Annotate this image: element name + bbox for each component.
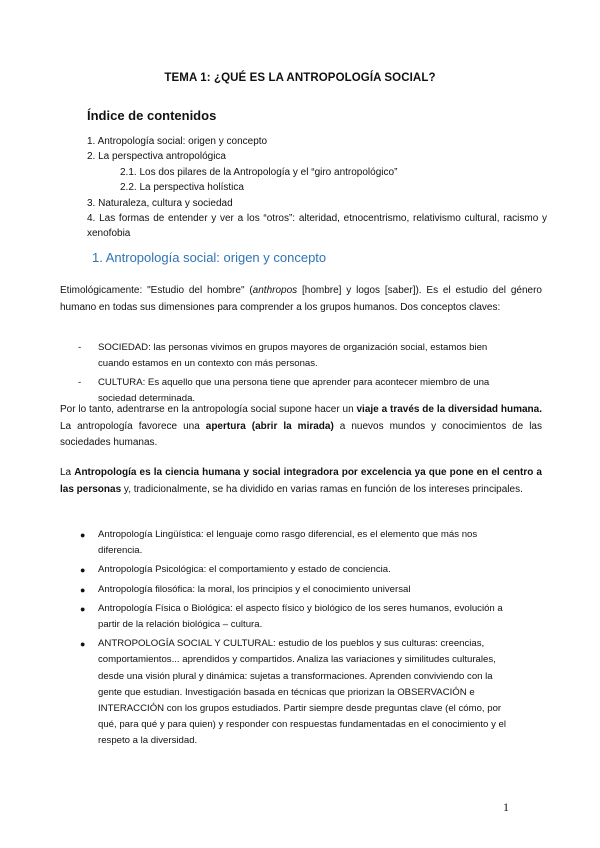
bullet-marker: ● xyxy=(80,603,86,614)
text-run: y, tradicionalmente, se ha dividido en varias ramas en función de los intereses principales. xyxy=(121,483,523,495)
dash-marker: - xyxy=(78,377,82,388)
page-number: 1 xyxy=(503,800,509,814)
dash-marker: - xyxy=(78,342,82,353)
paragraph-diversity xyxy=(60,402,542,452)
list-item-text: Antropología Psicológica: el comportamiento y estado de conciencia. xyxy=(98,564,391,576)
list-item-text: Antropología filosófica: la moral, los principios y el conocimiento universal xyxy=(98,583,411,595)
list-item-text: SOCIEDAD: las personas vivimos en grupos mayores de organización social, estamos bien cuando estamos en un contexto con más personas. xyxy=(98,342,488,369)
bullet-marker: ● xyxy=(80,639,86,650)
list-item-text: CULTURA: Es aquello que una persona tiene que aprender para acontecer miembro de una sociedad determinada. xyxy=(98,377,490,404)
bullet-marker: ● xyxy=(80,584,86,595)
document-title: TEMA 1: ¿QUÉ ES LA ANTROPOLOGÍA SOCIAL? xyxy=(164,72,436,84)
table-of-contents xyxy=(87,134,547,242)
list-item xyxy=(78,562,518,578)
section-heading: 1. Antropología social: origen y concepto xyxy=(92,250,327,265)
list-item xyxy=(78,636,518,749)
toc-subitem: 2.1. Los dos pilares de la Antropología y el “giro antropológico” xyxy=(120,166,398,178)
text-run: Etimológicamente: "Estudio del hombre" ( xyxy=(60,285,253,296)
paragraph-etymology xyxy=(60,283,542,316)
text-run: La antropología favorece una xyxy=(60,420,206,432)
bold-run: Antropología es la ciencia humana y social integradora por excelencia ya que pone en el centro a las personas xyxy=(60,467,542,495)
text-run: La xyxy=(60,467,75,478)
list-item xyxy=(78,582,518,598)
bullet-marker: ● xyxy=(80,530,86,540)
bold-run: apertura (abrir la mirada) xyxy=(205,420,334,432)
text-run: [hombre] y logos [saber]). Es el estudio del género humano en todas sus dimensiones para comprender a los grupos humanos. Dos conceptos claves: xyxy=(60,285,542,313)
list-item xyxy=(78,340,518,372)
bullet-marker: ● xyxy=(80,565,86,576)
toc-subitem: 2.2. La perspectiva holística xyxy=(120,182,244,194)
concepts-list xyxy=(78,340,518,410)
branches-list xyxy=(78,527,518,753)
text-run: a nuevos mundos y conocimientos de las sociedades humanas. xyxy=(60,420,542,448)
toc-item: 2. La perspectiva antropológica xyxy=(87,151,226,163)
toc-heading: Índice de contenidos xyxy=(87,108,217,123)
list-item-text: ANTROPOLOGÍA SOCIAL Y CULTURAL: estudio de los pueblos y sus culturas: creencias, comportamientos... aprendidos y compartidos. Analiza las variaciones y similitudes culturales, desde una visión plural y dinámica: sujetas a transformaciones. Aprenden conviviendo con la gente que estudian. Investigación basada en técnicas que priorizan la OBSERVACIÓN e INTERACCIÓN con los grupos estudiados. Partir siempre desde preguntas clave (el cómo, por qué, para qué y para quien) y responder con respuestas fundamentadas en el conocimiento y el respeto a la diversidad. xyxy=(98,638,506,747)
list-item xyxy=(78,601,518,633)
text-run: Por lo tanto, adentrarse en la antropología social supone hacer un xyxy=(60,404,357,415)
toc-item: 4. Las formas de entender y ver a los “otros”: alteridad, etnocentrismo, relativismo cultural, racismo y xenofobia xyxy=(87,213,547,240)
bold-run: viaje a través de la diversidad humana. xyxy=(356,404,542,415)
list-item-text: Antropología Lingüística: el lenguaje como rasgo diferencial, es el elemento que más nos diferencia. xyxy=(98,529,478,557)
toc-item: 1. Antropología social: origen y concepto xyxy=(87,136,268,147)
list-item-text: Antropología Física o Biológica: el aspecto físico y biológico de los seres humanos, evolución a partir de la relación biológica – cultura. xyxy=(98,602,503,631)
list-item xyxy=(78,527,518,559)
italic-term: anthropos xyxy=(252,285,298,296)
paragraph-definition xyxy=(60,465,542,498)
toc-item: 3. Naturaleza, cultura y sociedad xyxy=(87,197,233,209)
